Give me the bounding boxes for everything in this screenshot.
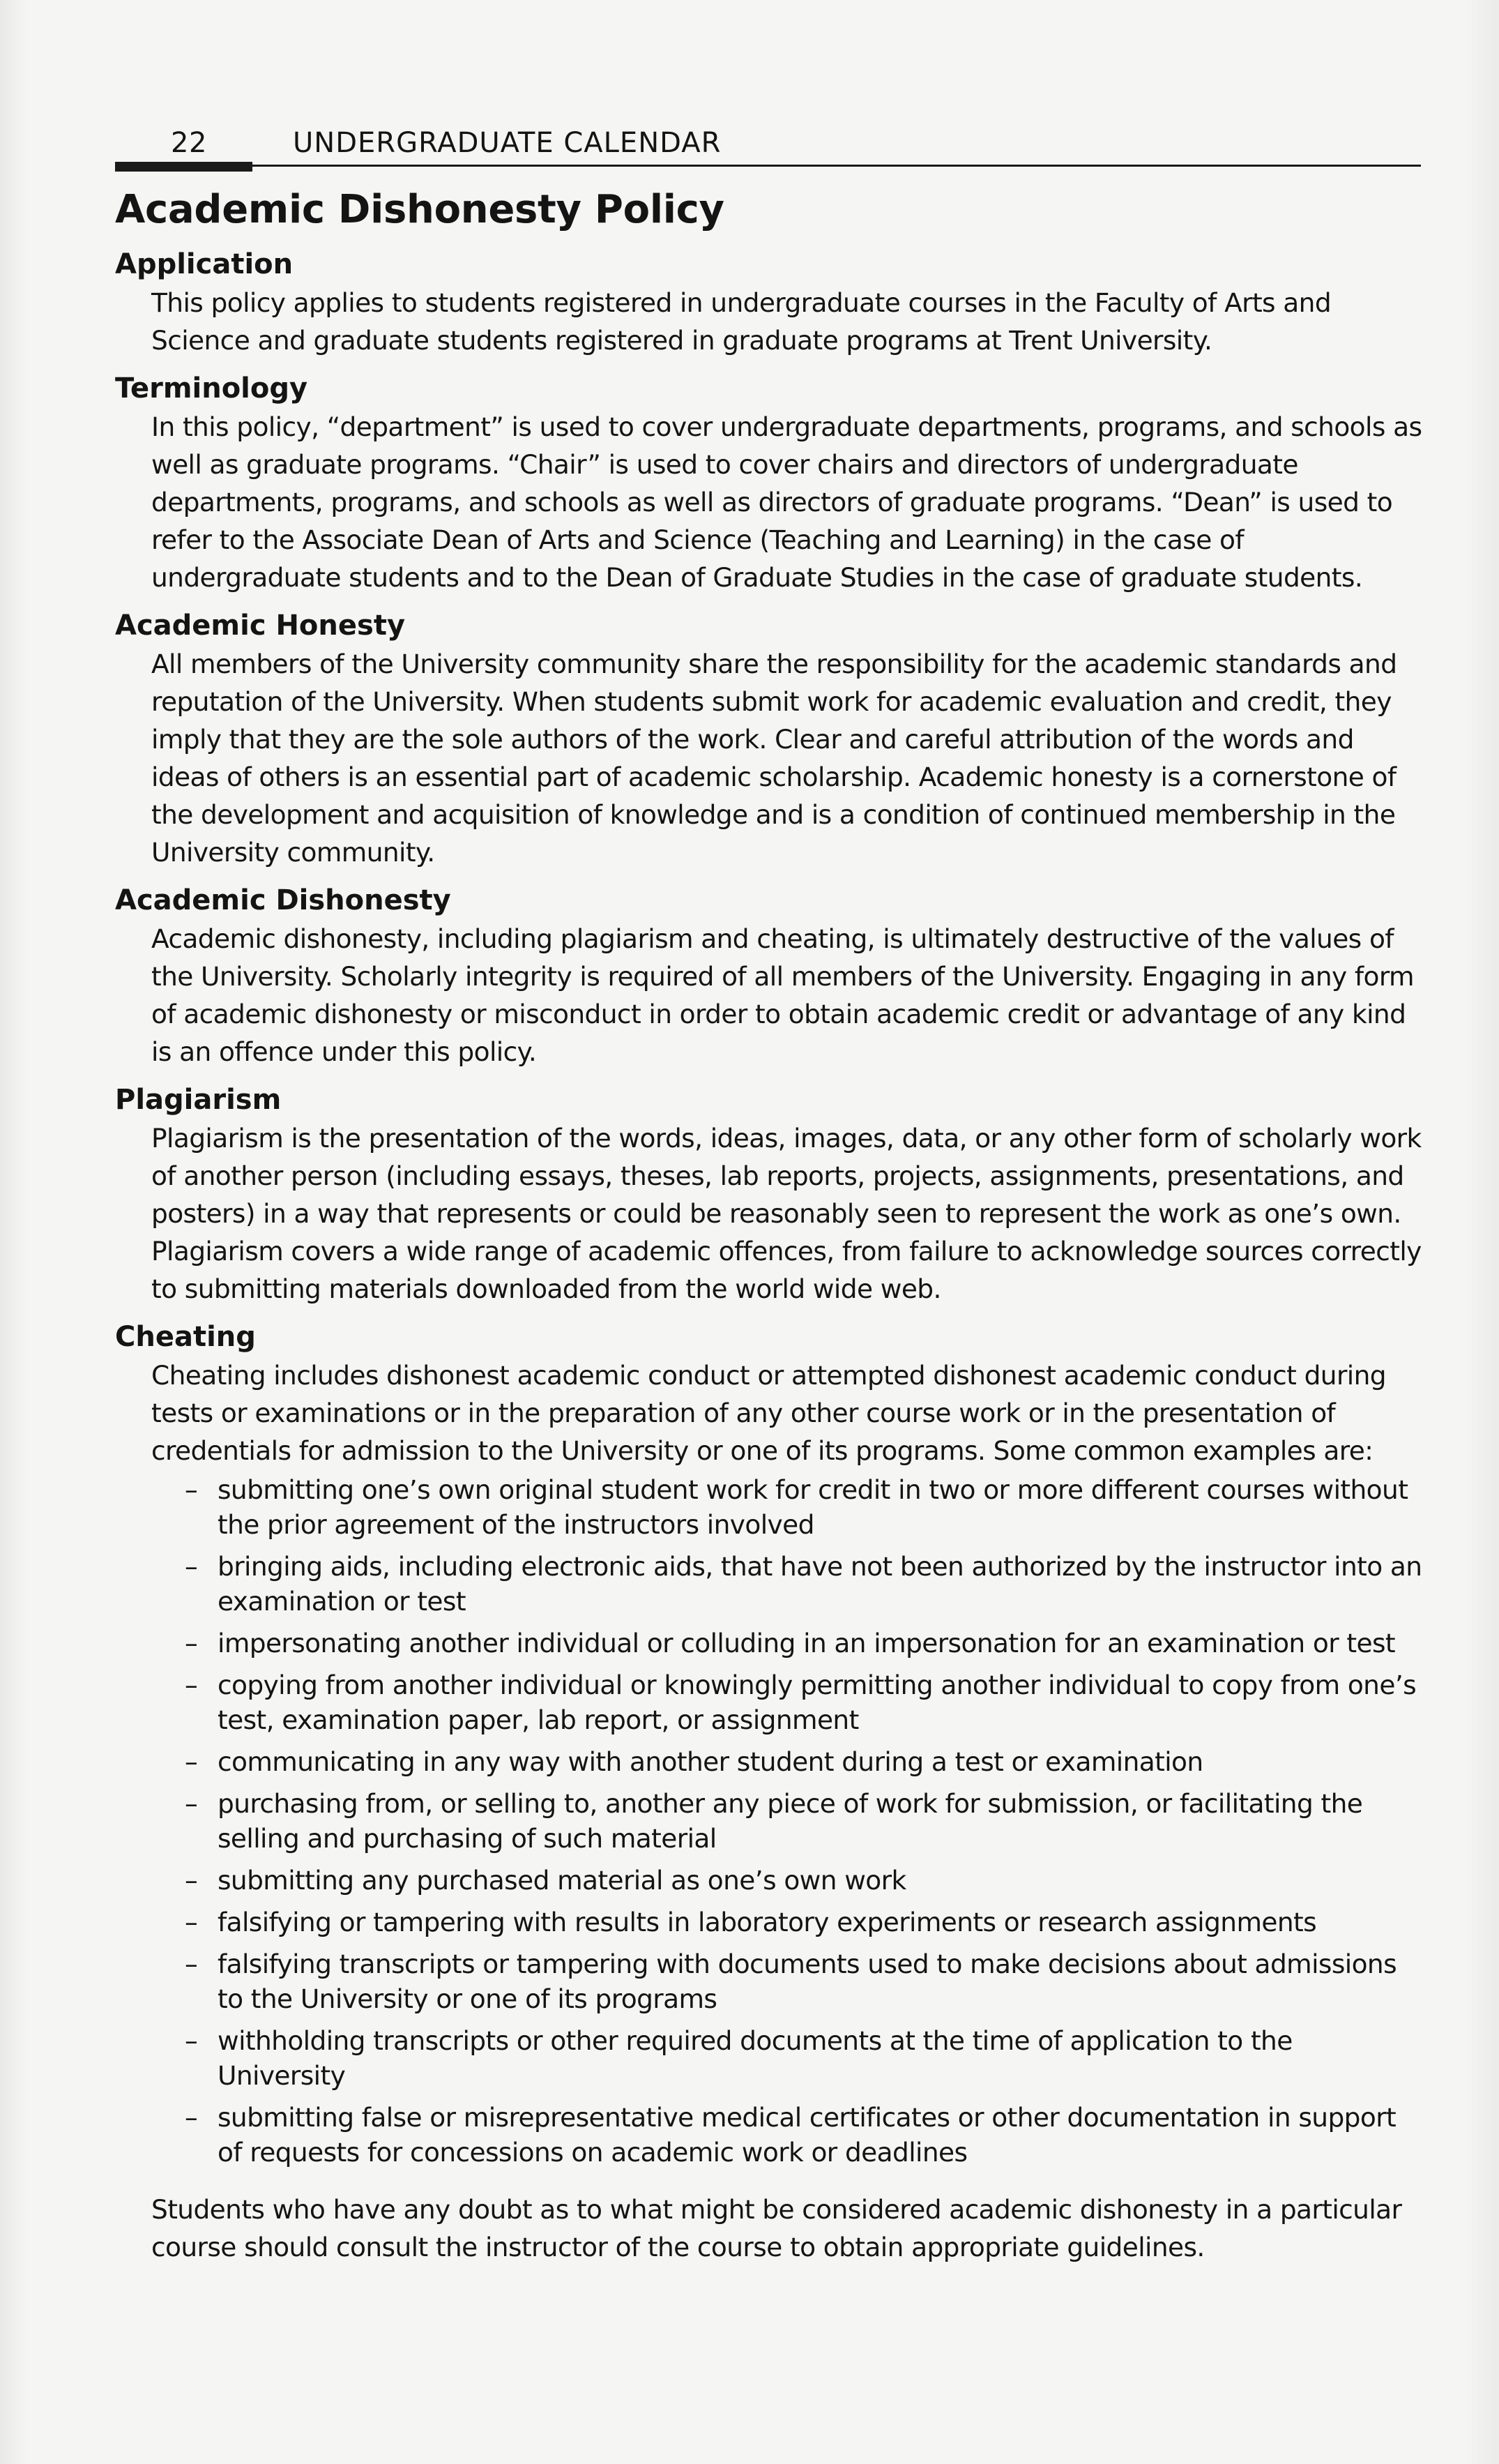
list-item	[115, 1905, 1426, 1940]
list-item	[115, 1947, 1426, 2016]
list-item-text: falsifying or tampering with results in laboratory experiments or research assignments	[218, 1907, 1317, 1937]
list-item	[115, 2100, 1426, 2170]
section-plagiarism	[115, 1080, 1426, 1308]
dash-bullet: –	[185, 1474, 198, 1505]
section-heading: Application	[115, 248, 294, 280]
list-item-text: impersonating another individual or colluding in an impersonation for an examination or test	[218, 1628, 1395, 1658]
section-heading: Terminology	[115, 372, 308, 405]
cheating-examples-list	[115, 1472, 1426, 2170]
section-text: In this policy, “department” is used to cover undergraduate departments, programs, and schools as well as graduate programs. “Chair” is used to cover chairs and directors of undergraduate departments, programs, and schools as well as directors of graduate programs. “Dean” is used to refer to the Associate Dean of Arts and Science (Teaching and Learning) in the case of undergraduate students and to the Dean of Graduate Studies in the case of graduate students.	[151, 411, 1422, 593]
section-academic-dishonesty	[115, 881, 1426, 1071]
list-item-text: communicating in any way with another student during a test or examination	[218, 1746, 1203, 1777]
list-item	[115, 2023, 1426, 2093]
list-item	[115, 1668, 1426, 1737]
dash-bullet: –	[185, 1746, 198, 1777]
section-text: All members of the University community share the responsibility for the academic standards and reputation of the University. When students submit work for academic evaluation and credit, they imply that they are the sole authors of the work. Clear and careful attribution of the words and ideas of others is an essential part of academic scholarship. Academic honesty is a cornerstone of the development and acquisition of knowledge and is a condition of continued membership in the University community.	[151, 649, 1397, 868]
dash-bullet: –	[185, 1949, 198, 1979]
running-title: UNDERGRADUATE CALENDAR	[293, 127, 722, 159]
dash-bullet: –	[185, 1628, 198, 1658]
section-text: Academic dishonesty, including plagiarism and cheating, is ultimately destructive of the values of the University. Scholarly integrity is required of all members of the University. Engaging in any form of academic dishonesty or misconduct in order to obtain academic credit or advantage of any kind is an offence under this policy.	[151, 923, 1414, 1067]
dash-bullet: –	[185, 1670, 198, 1700]
section-heading: Cheating	[115, 1321, 256, 1353]
section-text: This policy applies to students registered in undergraduate courses in the Faculty of Arts and Science and graduate students registered in graduate programs at Trent University.	[151, 287, 1332, 356]
section-cheating	[115, 1317, 1426, 2266]
dash-bullet: –	[185, 1551, 198, 1582]
list-item-text: submitting false or misrepresentative medical certificates or other documentation in support of requests for concessions on academic work or deadlines	[218, 2102, 1397, 2168]
list-item-text: submitting any purchased material as one’s own work	[218, 1865, 906, 1896]
dash-bullet: –	[185, 2102, 198, 2133]
section-academic-honesty	[115, 606, 1426, 871]
running-header	[115, 119, 1426, 173]
list-item-text: copying from another individual or knowingly permitting another individual to copy from one’s test, examination paper, lab report, or assignment	[218, 1670, 1417, 1735]
section-application	[115, 245, 1426, 359]
list-item-text: withholding transcripts or other required documents at the time of application to the University	[218, 2025, 1293, 2091]
list-item	[115, 1786, 1426, 1856]
list-item-text: submitting one’s own original student work for credit in two or more different courses without the prior agreement of the instructors involved	[218, 1474, 1408, 1540]
list-item	[115, 1863, 1426, 1898]
list-item-text: purchasing from, or selling to, another any piece of work for submission, or facilitating the selling and purchasing of such material	[218, 1788, 1363, 1854]
page-number: 22	[171, 127, 207, 159]
list-item-text: bringing aids, including electronic aids, that have not been authorized by the instructor into an examination or test	[218, 1551, 1422, 1617]
document-page	[115, 119, 1426, 2276]
header-rule	[115, 165, 1421, 167]
list-item	[115, 1472, 1426, 1542]
page-title: Academic Dishonesty Policy	[115, 187, 724, 232]
dash-bullet: –	[185, 2025, 198, 2056]
header-rule-accent	[115, 162, 252, 172]
section-text: Plagiarism is the presentation of the words, ideas, images, data, or any other form of scholarly work of another person (including essays, theses, lab reports, projects, assignments, presentations, and posters) in a way that represents or could be reasonably seen to represent the work as one’s own. Plagiarism covers a wide range of academic offences, from failure to acknowledge sources correctly to submitting materials downloaded from the world wide web.	[151, 1123, 1422, 1304]
list-item	[115, 1549, 1426, 1619]
dash-bullet: –	[185, 1788, 198, 1819]
closing-note: Students who have any doubt as to what might be considered academic dishonesty in a particular course should consult the instructor of the course to obtain appropriate guidelines.	[151, 2194, 1402, 2262]
list-item-text: falsifying transcripts or tampering with documents used to make decisions about admissions to the University or one of its programs	[218, 1949, 1397, 2014]
dash-bullet: –	[185, 1907, 198, 1937]
list-item	[115, 1626, 1426, 1661]
list-item	[115, 1744, 1426, 1779]
section-heading: Academic Honesty	[115, 610, 406, 642]
dash-bullet: –	[185, 1865, 198, 1896]
section-text: Cheating includes dishonest academic conduct or attempted dishonest academic conduct during tests or examinations or in the preparation of any other course work or in the presentation of credentials for admission to the University or one of its programs. Some common examples are:	[151, 1360, 1386, 1466]
section-terminology	[115, 369, 1426, 596]
section-heading: Academic Dishonesty	[115, 884, 451, 916]
section-heading: Plagiarism	[115, 1084, 282, 1116]
